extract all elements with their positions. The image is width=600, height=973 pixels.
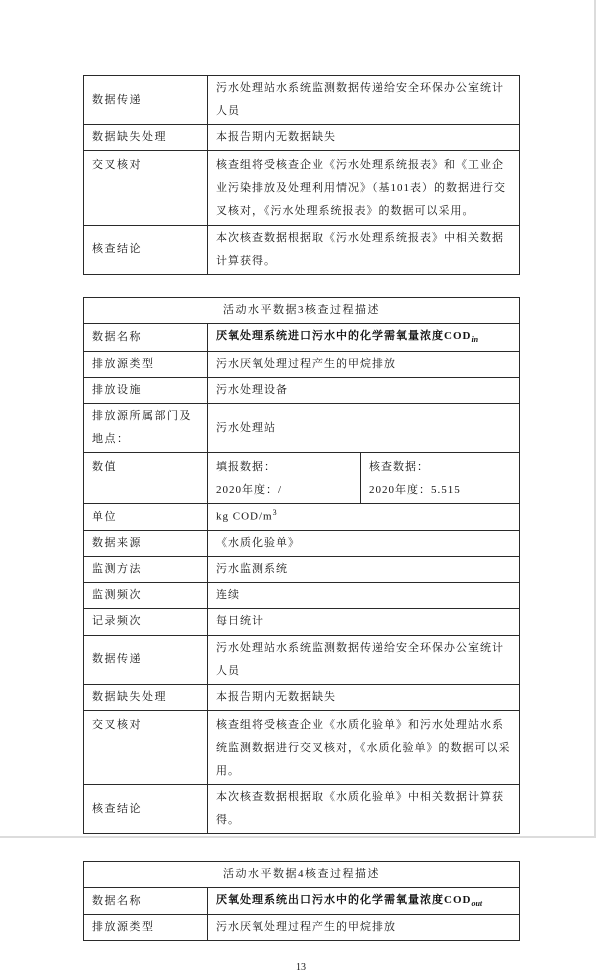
row-label: 记录频次 [84,609,208,635]
table-row [84,351,520,377]
data-name-subscript: in [471,335,479,345]
table-row [84,684,520,710]
table-row [84,453,520,504]
row-value: 本报告期内无数据缺失 [208,684,520,710]
row-label: 交叉核对 [84,151,208,225]
row-label: 核查结论 [84,785,208,834]
row-value [208,504,520,531]
row-label: 监测方法 [84,557,208,583]
table-row [84,76,520,125]
row-value: 核查组将受核查企业《污水处理系统报表》和《工业企业污染排放及处理利用情况》（基101表）的数据进行交叉核对，《污水处理系统报表》的数据可以采用。 [208,151,520,225]
table-title: 活动水平数据4核查过程描述 [84,862,520,888]
row-value: 污水监测系统 [208,557,520,583]
table-row [84,710,520,784]
reported-data-value: 2020年度：/ [216,484,283,497]
table-row [84,557,520,583]
table-row [84,531,520,557]
table-header-row [84,297,520,323]
row-value: 本次核查数据根据取《水质化验单》中相关数据计算获得。 [208,785,520,834]
table-row [84,125,520,151]
data-name-subscript: out [471,899,483,909]
row-value: 本次核查数据根据取《污水处理系统报表》中相关数据计算获得。 [208,225,520,274]
table-row [84,888,520,915]
table-row [84,151,520,225]
row-value: 每日统计 [208,609,520,635]
row-value: 污水处理站水系统监测数据传递给安全环保办公室统计人员 [208,635,520,684]
table-gap [83,834,519,861]
row-value: 《水质化验单》 [208,531,520,557]
verified-data-value: 2020年度：5.515 [369,484,461,497]
table-gap [83,275,519,297]
activity-data-3-table [83,297,520,835]
table-row [84,225,520,274]
table-row [84,583,520,609]
row-value: 核查组将受核查企业《水质化验单》和污水处理站水系统监测数据进行交叉核对，《水质化验单》的数据可以采用。 [208,710,520,784]
table-row [84,609,520,635]
table-row [84,785,520,834]
table-row [84,635,520,684]
reported-data-title: 填报数据： [216,461,276,474]
verification-table-continuation [83,75,520,275]
table-header-row [84,862,520,888]
row-value: 污水厌氧处理过程产生的甲烷排放 [208,351,520,377]
row-label: 数据传递 [84,76,208,125]
row-value: 污水处理站水系统监测数据传递给安全环保办公室统计人员 [208,76,520,125]
row-label: 排放源类型 [84,351,208,377]
row-value: 本报告期内无数据缺失 [208,125,520,151]
table-row [84,504,520,531]
row-value [208,323,520,351]
row-label: 数据名称 [84,888,208,915]
page-number: 13 [296,962,306,973]
row-label: 排放源类型 [84,915,208,941]
reported-data-cell [208,453,361,504]
table-row [84,377,520,403]
row-label: 数据缺失处理 [84,125,208,151]
row-label: 数据缺失处理 [84,684,208,710]
row-label: 交叉核对 [84,710,208,784]
data-name-text: 厌氧处理系统出口污水中的化学需氧量浓度COD [216,894,472,907]
row-label: 排放源所属部门及地点： [84,404,208,453]
row-label: 数值 [84,453,208,504]
data-name-text: 厌氧处理系统进口污水中的化学需氧量浓度COD [216,330,472,343]
table-row [84,323,520,351]
row-label: 数据传递 [84,635,208,684]
row-value: 连续 [208,583,520,609]
table-row [84,915,520,941]
unit-text: kg COD/m [216,511,273,524]
row-value: 污水处理站 [208,404,520,453]
row-label: 排放设施 [84,377,208,403]
table-title: 活动水平数据3核查过程描述 [84,297,520,323]
row-label: 数据名称 [84,323,208,351]
unit-superscript: 3 [272,508,277,518]
row-value [208,888,520,915]
row-label: 单位 [84,504,208,531]
row-label: 核查结论 [84,225,208,274]
activity-data-4-table [83,861,520,941]
verified-data-title: 核查数据： [369,461,429,474]
row-label: 数据来源 [84,531,208,557]
page-content [83,75,519,973]
row-value: 污水处理设备 [208,377,520,403]
row-value: 污水厌氧处理过程产生的甲烷排放 [208,915,520,941]
table-row [84,404,520,453]
verified-data-cell [361,453,520,504]
row-label: 监测频次 [84,583,208,609]
